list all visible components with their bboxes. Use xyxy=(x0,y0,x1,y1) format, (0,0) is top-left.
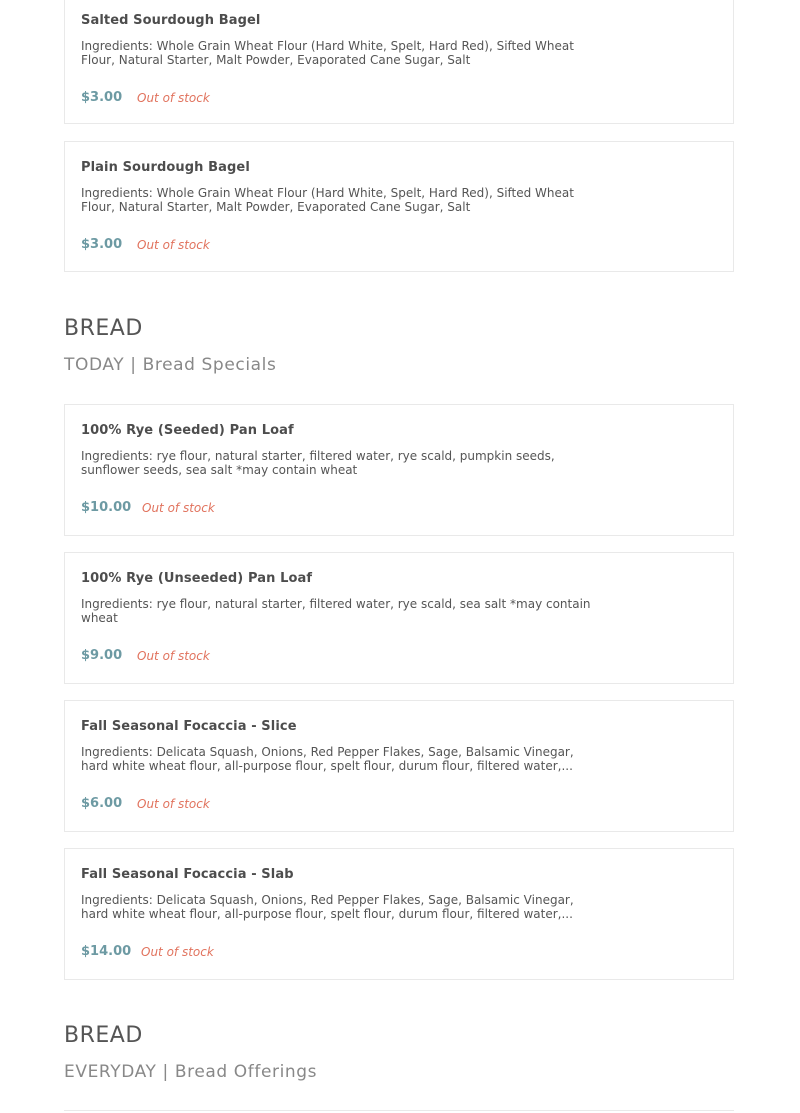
item-name: Salted Sourdough Bagel xyxy=(81,13,261,28)
item-ingredients: Ingredients: Whole Grain Wheat Flour (Hard White, Spelt, Hard Red), Sifted Wheat Flour, Natural Starter, Malt Powder, Evaporated Cane Sugar, Salt xyxy=(81,39,574,67)
menu-item-card[interactable] xyxy=(64,141,734,272)
item-price: $14.00 xyxy=(81,944,132,959)
section-subtitle: TODAY | Bread Specials xyxy=(64,355,277,375)
menu-item-card[interactable] xyxy=(64,0,734,124)
item-ingredients: Ingredients: Whole Grain Wheat Flour (Hard White, Spelt, Hard Red), Sifted Wheat Flour, Natural Starter, Malt Powder, Evaporated Cane Sugar, Salt xyxy=(81,186,574,214)
item-price: $10.00 xyxy=(81,500,132,515)
item-name: 100% Rye (Seeded) Pan Loaf xyxy=(81,423,294,438)
item-ingredients: Ingredients: Delicata Squash, Onions, Red Pepper Flakes, Sage, Balsamic Vinegar, hard white wheat flour, all-purpose flour, spelt flour, durum flour, filtered water,... xyxy=(81,893,574,921)
out-of-stock-label: Out of stock xyxy=(137,91,210,105)
item-ingredients: Ingredients: Delicata Squash, Onions, Red Pepper Flakes, Sage, Balsamic Vinegar, hard white wheat flour, all-purpose flour, spelt flour, durum flour, filtered water,... xyxy=(81,745,574,773)
item-price: $3.00 xyxy=(81,90,123,105)
section-subtitle: EVERYDAY | Bread Offerings xyxy=(64,1062,318,1082)
card-top-border xyxy=(64,1110,734,1111)
out-of-stock-label: Out of stock xyxy=(137,797,210,811)
menu-item-card[interactable] xyxy=(64,552,734,684)
out-of-stock-label: Out of stock xyxy=(142,501,215,515)
item-name: Fall Seasonal Focaccia - Slice xyxy=(81,719,297,734)
item-price: $9.00 xyxy=(81,648,123,663)
out-of-stock-label: Out of stock xyxy=(137,238,210,252)
section-title: BREAD xyxy=(64,316,143,341)
item-name: Plain Sourdough Bagel xyxy=(81,160,250,175)
item-ingredients: Ingredients: rye flour, natural starter, filtered water, rye scald, pumpkin seeds, sunflower seeds, sea salt *may contain wheat xyxy=(81,449,555,477)
item-name: 100% Rye (Unseeded) Pan Loaf xyxy=(81,571,313,586)
item-price: $6.00 xyxy=(81,796,123,811)
menu-item-card[interactable] xyxy=(64,848,734,980)
section-title: BREAD xyxy=(64,1023,143,1048)
item-price: $3.00 xyxy=(81,237,123,252)
out-of-stock-label: Out of stock xyxy=(141,945,214,959)
item-name: Fall Seasonal Focaccia - Slab xyxy=(81,867,294,882)
menu-item-card[interactable] xyxy=(64,700,734,832)
out-of-stock-label: Out of stock xyxy=(137,649,210,663)
menu-item-card[interactable] xyxy=(64,404,734,536)
item-ingredients: Ingredients: rye flour, natural starter, filtered water, rye scald, sea salt *may contain wheat xyxy=(81,597,591,625)
